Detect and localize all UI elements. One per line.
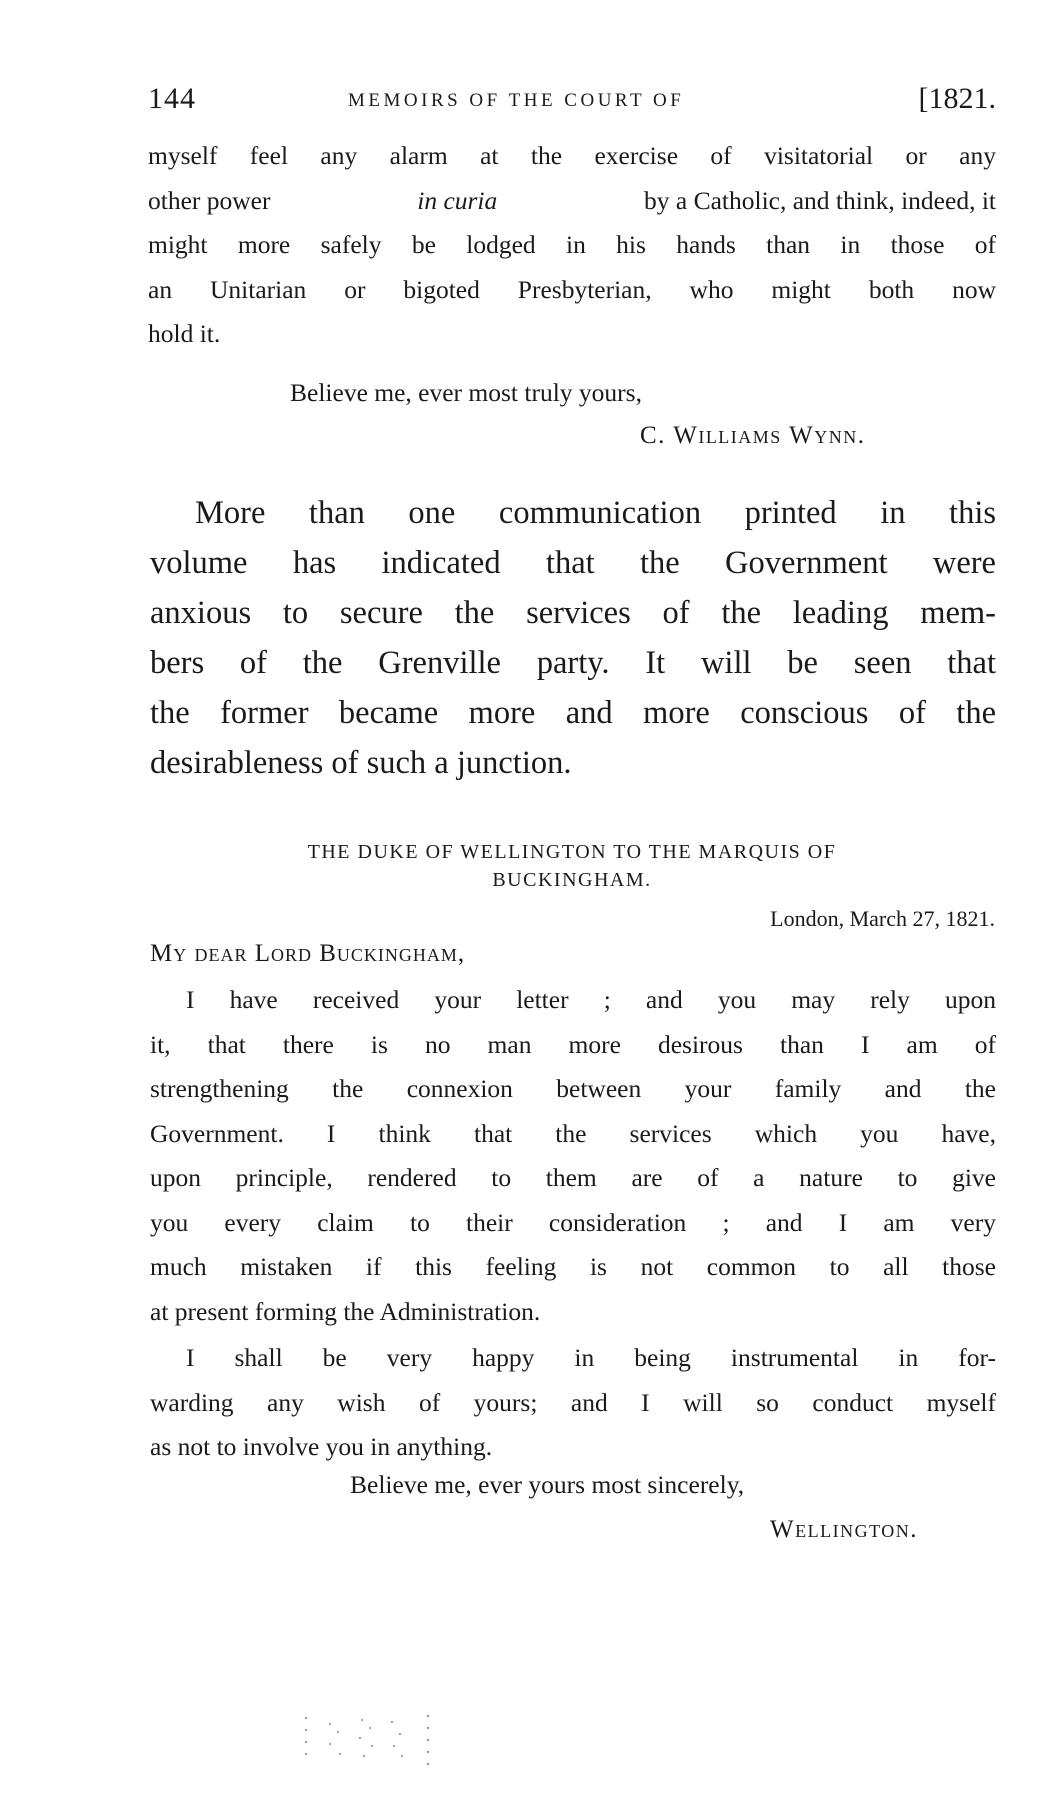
text-line: Government. I think that the services which you have, (150, 1118, 996, 1148)
scan-artifact (300, 1710, 450, 1770)
text-line: you every claim to their consideration ; and I am very (150, 1207, 996, 1237)
letter-closing: Believe me, ever yours most sincerely, (350, 1470, 745, 1499)
text-line: at present forming the Administration. (150, 1296, 541, 1326)
header-year: [1821. (918, 82, 996, 115)
dateline: London, March 27, 1821. (770, 906, 995, 931)
text-line: it, that there is no man more desirous than I am of (150, 1029, 996, 1059)
text-line: much mistaken if this feeling is not common to all those (150, 1252, 996, 1281)
text-line: desirableness of such a junction. (150, 745, 572, 781)
text-line: anxious to secure the services of the leading mem- (150, 595, 996, 631)
heading-line: BUCKINGHAM. (492, 869, 652, 891)
text-line: I have received your letter ; and you may rely upon (186, 985, 996, 1014)
text-fragment: other power (148, 185, 271, 215)
italic-phrase: in curia (417, 185, 498, 215)
text-line: I shall be very happy in being instrumental in for- (186, 1343, 996, 1372)
letter-signature: Wellington. (770, 1516, 918, 1543)
text-line: More than one communication printed in this (195, 495, 996, 531)
text-line: upon principle, rendered to them are of a nature to give (150, 1163, 996, 1192)
previous-letter-tail (148, 134, 996, 357)
narrative-paragraph (150, 488, 996, 788)
text-line: warding any wish of yours; and I will so conduct myself (150, 1387, 996, 1417)
running-title: MEMOIRS OF THE COURT OF (348, 90, 685, 111)
page-number: 144 (148, 82, 196, 115)
text-line: an Unitarian or bigoted Presbyterian, who might both now (148, 274, 996, 304)
letter-signature: C. Williams Wynn. (640, 422, 866, 449)
text-line: bers of the Grenville party. It will be seen that (150, 645, 996, 681)
text-line: volume has indicated that the Government were (150, 545, 996, 581)
letter-closing: Believe me, ever most truly yours, (290, 378, 642, 407)
text-line: might more safely be lodged in his hands than in those of (148, 230, 996, 259)
letter-heading (148, 838, 996, 894)
heading-line: THE DUKE OF WELLINGTON TO THE MARQUIS OF (307, 841, 837, 863)
text-line: as not to involve you in anything. (150, 1432, 493, 1461)
text-fragment: by a Catholic, and think, indeed, it (644, 185, 996, 215)
text-line: hold it. (148, 319, 221, 348)
running-header (148, 82, 996, 122)
text-line: the former became more and more conscious of the (150, 695, 996, 731)
salutation: My dear Lord Buckingham, (150, 940, 466, 967)
text-line: strengthening the connexion between your family and the (150, 1074, 996, 1103)
letter-paragraph (150, 978, 996, 1334)
letter-paragraph (150, 1336, 996, 1470)
text-line (148, 179, 996, 224)
text-line: myself feel any alarm at the exercise of visitatorial or any (148, 141, 996, 170)
